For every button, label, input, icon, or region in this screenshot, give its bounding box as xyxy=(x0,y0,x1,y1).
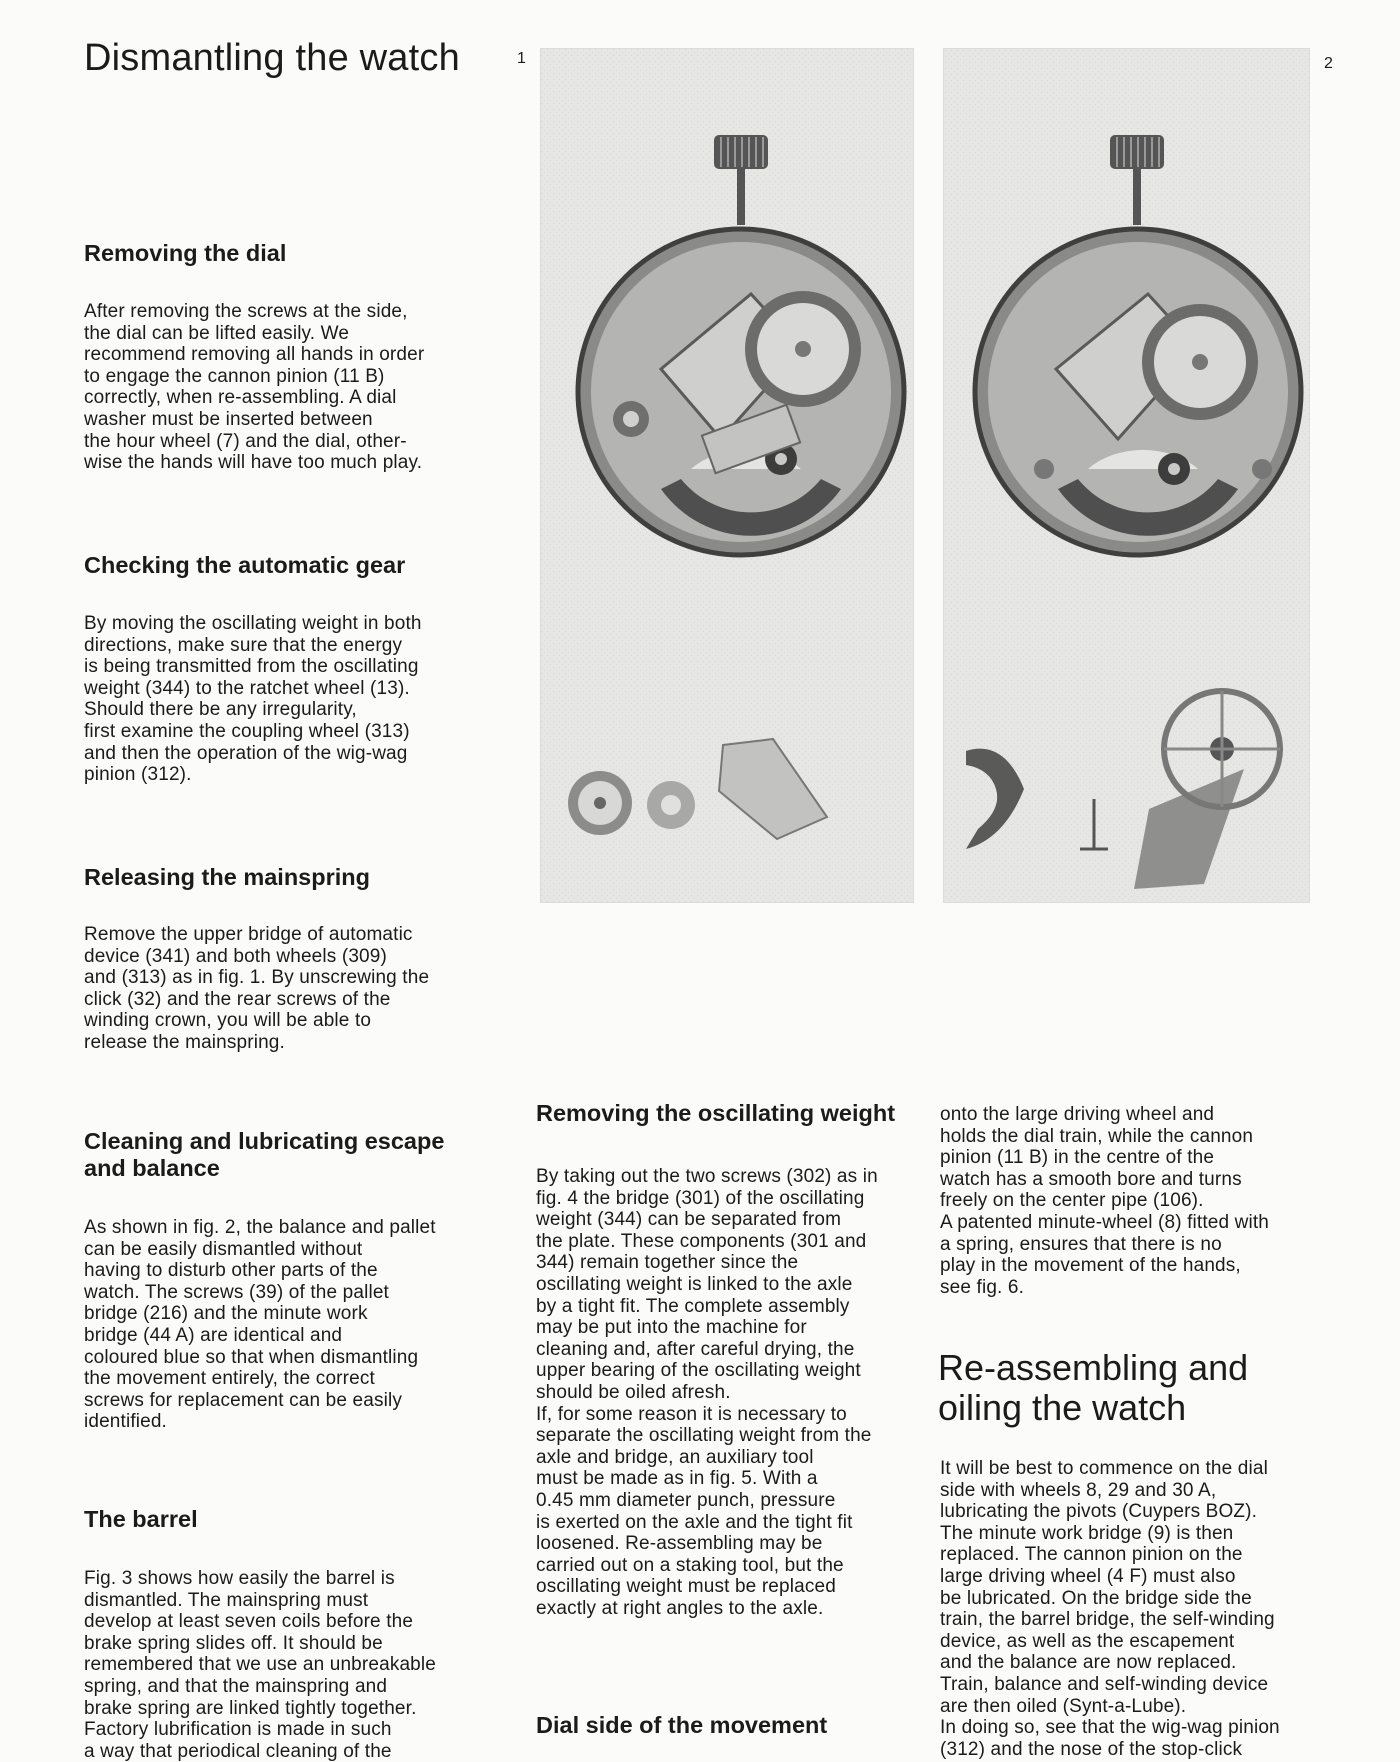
heading-releasing-mainspring: Releasing the mainspring xyxy=(84,864,370,890)
paragraph-checking-automatic-gear: By moving the oscillating weight in both directions, make sure that the energy is being transmitted from the oscillating weight (344) to the ratchet wheel (13). Should there be any irregularity, first examine the coupling wheel (313) and then the operation of the wig-wag pinion (312). xyxy=(84,613,422,786)
paragraph-cleaning-lubricating: As shown in fig. 2, the balance and pallet can be easily dismantled without having to disturb other parts of the watch. The screws (39) of the pallet bridge (216) and the minute work bridge (44 A) are identical and coloured blue so that when dismantling the movement entirely, the correct screws for replacement can be easily identified. xyxy=(84,1217,436,1433)
paragraph-reassembling-oiling: It will be best to commence on the dial side with wheels 8, 29 and 30 A, lubricating the pivots (Cuypers BOZ). The minute work bridge (9) is then replaced. The cannon pinion on the large driving wheel (4 F) must also be lubricated. On the bridge side the train, the barrel bridge, the self-winding device, as well as the escapement and the balance are now replaced. Train, balance and self-winding device are then oiled (Synt-a-Lube). In doing so, see that the wig-wag pinion (312) and the nose of the stop-click xyxy=(940,1458,1280,1760)
paragraph-removing-the-dial: After removing the screws at the side, the dial can be lifted easily. We recommend removing all hands in order to engage the cannon pinion (11 B) correctly, when re-assembling. A dial washer must be inserted between the hour wheel (7) and the dial, other- wise the hands will have too much play. xyxy=(84,301,425,474)
paragraph-the-barrel: Fig. 3 shows how easily the barrel is dismantled. The mainspring must develop at least seven coils before the brake spring slides off. It should be remembered that we use an unbreakable spring, and that the mainspring and brake spring are linked tightly together. Factory lubrification is made in such a way that periodical cleaning of the xyxy=(84,1568,436,1762)
paragraph-releasing-mainspring: Remove the upper bridge of automatic device (341) and both wheels (309) and (313) as in fig. 1. By unscrewing the click (32) and the rear screws of the winding crown, you will be able to release the mainspring. xyxy=(84,924,430,1053)
figure-2-number: 2 xyxy=(1324,55,1333,72)
figure-1-number: 1 xyxy=(517,50,526,67)
figure-1-photo xyxy=(540,48,914,903)
figure-1-movement-illustration xyxy=(541,49,913,902)
paragraph-dial-train-continued: onto the large driving wheel and holds the dial train, while the cannon pinion (11 B) in the centre of the watch has a smooth bore and turns freely on the center pipe (106). A patented minute-wheel (8) fitted with a spring, ensures that there is no play in the movement of the hands, see fig. 6. xyxy=(940,1104,1270,1298)
heading-removing-oscillating-weight: Removing the oscillating weight xyxy=(536,1100,896,1126)
heading-the-barrel: The barrel xyxy=(84,1506,198,1532)
page-title: Dismantling the watch xyxy=(84,37,460,79)
paragraph-removing-oscillating-weight: By taking out the two screws (302) as in fig. 4 the bridge (301) of the oscillating weight (344) can be separated from the plate. These components (301 and 344) remain together since the oscillating weight is linked to the axle by a tight fit. The complete assembly may be put into the machine for cleaning and, after careful drying, the upper bearing of the oscillating weight should be oiled afresh. If, for some reason it is necessary to separate the oscillating weight from the axle and bridge, an auxiliary tool must be made as in fig. 5. With a 0.45 mm diameter punch, pressure is exerted on the axle and the tight fit loosened. Re-assembling may be carried out on a staking tool, but the oscillating weight must be replaced exactly at right angles to the axle. xyxy=(536,1166,878,1619)
figure-2-photo xyxy=(943,48,1310,903)
heading-cleaning-lubricating: Cleaning and lubricating escape and balance xyxy=(84,1128,445,1182)
heading-removing-the-dial: Removing the dial xyxy=(84,240,287,266)
figure-2-movement-illustration xyxy=(944,49,1309,902)
heading-checking-automatic-gear: Checking the automatic gear xyxy=(84,552,406,578)
heading-reassembling-oiling: Re-assembling and oiling the watch xyxy=(938,1347,1249,1428)
heading-dial-side-of-movement: Dial side of the movement xyxy=(536,1712,828,1738)
